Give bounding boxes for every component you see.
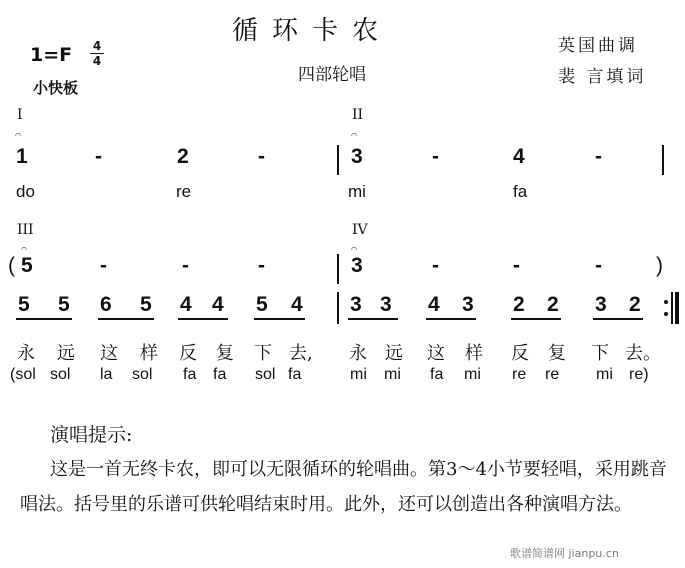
note-dash: -: [182, 254, 189, 277]
note: 5: [256, 293, 268, 316]
repeat-barline-thick: [675, 292, 679, 324]
solfa-syllable: mi: [464, 366, 481, 383]
lyric-char: 样: [140, 343, 158, 364]
lyric-char: 永: [349, 343, 367, 364]
fermata-icon: 𝄐: [21, 242, 28, 255]
note: 2: [629, 293, 641, 316]
fermata-icon: 𝄐: [15, 128, 22, 141]
lyric-char: 去。: [625, 343, 661, 364]
note-dash: -: [258, 254, 265, 277]
note: 2: [547, 293, 559, 316]
solfa-syllable: fa: [288, 366, 302, 383]
note-dash: -: [95, 145, 102, 168]
note-dash: -: [432, 145, 439, 168]
note: 5: [58, 293, 70, 316]
note: 1: [16, 145, 28, 168]
note: 4: [513, 145, 525, 168]
song-subtitle: 四部轮唱: [298, 65, 366, 85]
barline: [337, 145, 339, 175]
note-dash: -: [595, 145, 602, 168]
eighth-note-underline: [16, 318, 72, 320]
barline: [662, 145, 664, 175]
time-signature: [90, 40, 104, 67]
part-marker-4: IV: [352, 222, 368, 238]
part-marker-3: III: [17, 222, 34, 238]
eighth-note-underline: [178, 318, 228, 320]
key-signature: 1=F: [30, 44, 73, 66]
eighth-note-underline: [348, 318, 398, 320]
tempo-marking: 小快板: [33, 79, 79, 97]
solfa-syllable: fa: [430, 366, 444, 383]
lyric-char: 这: [427, 343, 445, 364]
note-dash: -: [432, 254, 439, 277]
part-marker-2: II: [352, 107, 364, 123]
lyric-char: 这: [100, 343, 118, 364]
part-marker-1: I: [17, 107, 23, 123]
note: 2: [177, 145, 189, 168]
eighth-note-underline: [98, 318, 154, 320]
note: 3: [350, 293, 362, 316]
lyric-char: 复: [216, 343, 234, 364]
solfa-syllable: sol: [50, 366, 71, 383]
solfa-syllable: mi: [596, 366, 613, 383]
barline: [337, 254, 339, 284]
lyric-char: 去,: [289, 343, 313, 364]
solfa-syllable: re: [512, 366, 527, 383]
note-dash: -: [258, 145, 265, 168]
close-paren: ): [656, 254, 663, 277]
solfa-syllable: fa: [183, 366, 197, 383]
lyricist-credit: 裴 言填词: [558, 67, 647, 87]
time-signature-top: 4: [92, 39, 102, 53]
note: 4: [212, 293, 224, 316]
eighth-note-underline: [511, 318, 561, 320]
solfa-syllable: mi: [350, 366, 367, 383]
note: 4: [428, 293, 440, 316]
repeat-barline-thin: [671, 292, 673, 324]
lyric-char: 反: [511, 343, 529, 364]
lyric-char: 远: [57, 343, 75, 364]
note-dash: -: [100, 254, 107, 277]
note-dash: -: [595, 254, 602, 277]
note: 5: [21, 254, 33, 277]
barline: [337, 292, 339, 324]
eighth-note-underline: [593, 318, 643, 320]
solfege-syllable: do: [16, 182, 35, 201]
solfege-syllable: mi: [348, 182, 366, 201]
tips-heading: 演唱提示:: [50, 424, 133, 446]
note: 3: [462, 293, 474, 316]
eighth-note-underline: [254, 318, 305, 320]
solfa-syllable: (sol: [10, 366, 36, 383]
repeat-dot: [664, 312, 668, 316]
solfa-syllable: re): [629, 366, 649, 383]
solfa-syllable: sol: [132, 366, 153, 383]
note: 5: [18, 293, 30, 316]
song-title: 循环卡农: [232, 16, 393, 46]
lyric-char: 样: [465, 343, 483, 364]
solfege-syllable: re: [176, 182, 192, 201]
open-paren: (: [8, 254, 15, 277]
note: 2: [513, 293, 525, 316]
fermata-icon: 𝄐: [351, 128, 358, 141]
solfege-syllable: fa: [513, 182, 528, 201]
lyric-char: 永: [17, 343, 35, 364]
fermata-icon: 𝄐: [351, 242, 358, 255]
eighth-note-underline: [426, 318, 476, 320]
lyric-char: 下: [591, 343, 609, 364]
lyric-char: 复: [548, 343, 566, 364]
note: 4: [291, 293, 303, 316]
note: 5: [140, 293, 152, 316]
note: 3: [351, 254, 363, 277]
time-signature-bottom: 4: [92, 54, 102, 68]
repeat-dot: [664, 300, 668, 304]
note-dash: -: [513, 254, 520, 277]
lyric-char: 下: [254, 343, 272, 364]
note: 4: [180, 293, 192, 316]
tips-body: 这是一首无终卡农，即可以无限循环的轮唱曲。第3～4小节要轻唱，采用跳音唱法。括号里的乐谱可供轮唱结束时用。此外，还可以创造出各种演唱方法。: [20, 459, 667, 515]
solfa-syllable: fa: [213, 366, 227, 383]
note: 3: [595, 293, 607, 316]
watermark: 歌谱简谱网 jianpu.cn: [510, 547, 619, 560]
note: 6: [100, 293, 112, 316]
note: 3: [380, 293, 392, 316]
solfa-syllable: mi: [384, 366, 401, 383]
composer-credit: 英国曲调: [558, 36, 638, 56]
lyric-char: 远: [385, 343, 403, 364]
note: 3: [351, 145, 363, 168]
solfa-syllable: re: [545, 366, 560, 383]
solfa-syllable: la: [100, 366, 113, 383]
lyric-char: 反: [179, 343, 197, 364]
solfa-syllable: sol: [255, 366, 276, 383]
